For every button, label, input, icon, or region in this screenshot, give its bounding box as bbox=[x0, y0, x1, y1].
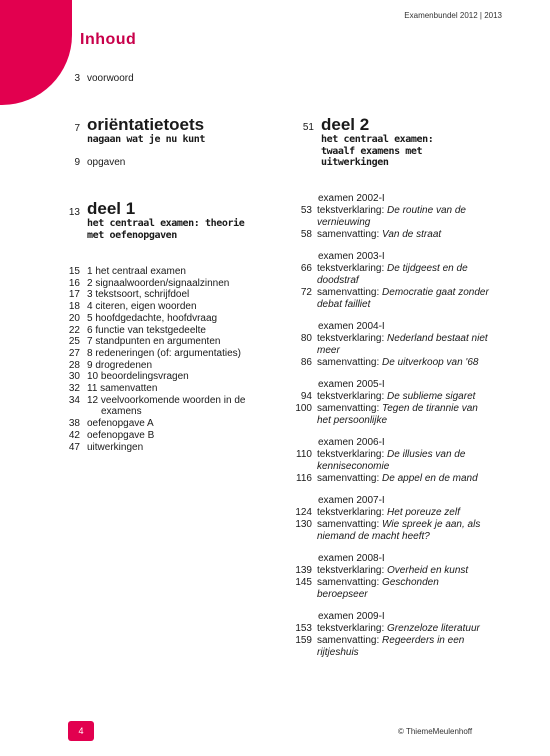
section-subtitle: met oefenopgaven bbox=[87, 229, 177, 241]
page-number: 7 bbox=[74, 123, 80, 134]
entry-label: 8 redeneringen (of: argumentaties) bbox=[87, 347, 241, 359]
page-number: 27 bbox=[68, 347, 80, 359]
entry-title: Het poreuze zelf bbox=[387, 507, 460, 518]
exam-heading: examen 2003-I bbox=[318, 251, 385, 262]
exam-heading: examen 2009-I bbox=[318, 611, 385, 622]
toc-item[interactable] bbox=[288, 635, 528, 659]
page-number: 28 bbox=[68, 359, 80, 371]
toc-item[interactable] bbox=[288, 507, 528, 519]
entry-type: samenvatting: bbox=[317, 287, 383, 298]
entry-type: samenvatting: bbox=[317, 635, 383, 646]
toc-item[interactable] bbox=[54, 348, 245, 360]
toc-item[interactable] bbox=[54, 442, 245, 454]
page-number: 86 bbox=[300, 357, 312, 368]
page-number: 72 bbox=[300, 287, 312, 298]
toc-item[interactable] bbox=[54, 383, 245, 395]
exam-block bbox=[288, 553, 528, 601]
toc-opgaven[interactable] bbox=[54, 157, 125, 169]
entry-type: tekstverklaring: bbox=[317, 391, 388, 402]
section-subtitle: uitwerkingen bbox=[321, 157, 389, 168]
entry-label: oefenopgave B bbox=[87, 429, 155, 441]
page-number: 80 bbox=[300, 333, 312, 344]
page-title: Inhoud bbox=[80, 31, 137, 48]
toc-deel2[interactable] bbox=[290, 116, 433, 169]
entry-type: tekstverklaring: bbox=[317, 623, 388, 634]
deel2-exam-list bbox=[288, 193, 528, 669]
exam-block bbox=[288, 251, 528, 311]
entry-type: tekstverklaring: bbox=[317, 263, 388, 274]
deel1-list bbox=[54, 266, 245, 453]
running-head: Examenbundel 2012 | 2013 bbox=[404, 11, 502, 20]
page-number: 53 bbox=[300, 205, 312, 216]
corner-decoration bbox=[0, 0, 72, 105]
page-number: 42 bbox=[68, 429, 80, 441]
section-subtitle: het centraal examen: bbox=[321, 134, 434, 145]
toc-item[interactable] bbox=[54, 336, 245, 348]
section-subtitle: nagaan wat je nu kunt bbox=[87, 134, 206, 145]
copyright: © ThiemeMeulenhoff bbox=[398, 727, 473, 736]
entry-title-cont: meer bbox=[317, 345, 340, 356]
section-title: oriëntatietoets bbox=[87, 115, 205, 134]
toc-item[interactable] bbox=[288, 623, 528, 635]
exam-block bbox=[288, 437, 528, 485]
toc-item[interactable] bbox=[288, 473, 528, 485]
exam-heading: examen 2006-I bbox=[318, 437, 385, 448]
entry-title: De routine van de bbox=[387, 205, 466, 216]
page-number: 17 bbox=[68, 289, 80, 301]
entry-label: 2 signaalwoorden/signaalzinnen bbox=[87, 277, 230, 289]
page-number: 20 bbox=[68, 312, 80, 324]
entry-title-cont: beroepseer bbox=[317, 589, 368, 600]
page-number: 25 bbox=[68, 336, 80, 348]
entry-type: tekstverklaring: bbox=[317, 507, 388, 518]
page-number: 18 bbox=[68, 301, 80, 313]
entry-label: examens bbox=[101, 406, 142, 418]
entry-title-cont: vernieuwing bbox=[317, 217, 371, 228]
toc-item[interactable] bbox=[288, 333, 528, 357]
page-number: 153 bbox=[295, 623, 312, 634]
toc-item[interactable] bbox=[288, 263, 528, 287]
entry-type: samenvatting: bbox=[317, 473, 383, 484]
exam-block bbox=[288, 495, 528, 543]
toc-item[interactable] bbox=[288, 403, 528, 427]
toc-item[interactable] bbox=[288, 577, 528, 601]
page-number: 13 bbox=[68, 207, 80, 218]
entry-title-cont: rijtjeshuis bbox=[317, 647, 359, 658]
exam-block bbox=[288, 611, 528, 659]
toc-item[interactable] bbox=[288, 205, 528, 229]
exam-heading: examen 2002-I bbox=[318, 193, 385, 204]
entry-label: voorwoord bbox=[87, 73, 134, 84]
toc-item[interactable] bbox=[54, 325, 245, 337]
page-number: 47 bbox=[68, 441, 80, 453]
toc-voorwoord[interactable] bbox=[54, 73, 134, 85]
entry-title-cont: debat failliet bbox=[317, 299, 371, 310]
toc-item[interactable] bbox=[54, 266, 245, 278]
entry-title: De uitverkoop van '68 bbox=[382, 357, 479, 368]
toc-item[interactable] bbox=[288, 519, 528, 543]
toc-item[interactable] bbox=[288, 449, 528, 473]
toc-item[interactable] bbox=[288, 229, 528, 241]
toc-item[interactable] bbox=[54, 278, 245, 290]
page-number: 159 bbox=[295, 635, 312, 646]
entry-type: tekstverklaring: bbox=[317, 565, 388, 576]
entry-type: samenvatting: bbox=[317, 357, 383, 368]
exam-heading: examen 2004-I bbox=[318, 321, 385, 332]
section-subtitle: twaalf examens met bbox=[321, 145, 423, 157]
entry-label: 4 citeren, eigen woorden bbox=[87, 301, 197, 313]
exam-heading: examen 2005-I bbox=[318, 379, 385, 390]
entry-title: Regeerders in een bbox=[382, 635, 465, 646]
toc-item[interactable] bbox=[54, 360, 245, 372]
entry-title: De illusies van de bbox=[387, 449, 466, 460]
toc-item[interactable] bbox=[288, 357, 528, 369]
entry-title: Wie spreek je aan, als bbox=[382, 519, 481, 530]
page-number: 100 bbox=[295, 403, 312, 414]
page-number: 22 bbox=[68, 324, 80, 336]
toc-item[interactable] bbox=[54, 289, 245, 301]
entry-title-cont: doodstraf bbox=[317, 275, 359, 286]
toc-item-continuation bbox=[54, 406, 245, 418]
page-number: 9 bbox=[74, 157, 80, 168]
exam-block bbox=[288, 379, 528, 427]
entry-label: uitwerkingen bbox=[87, 441, 144, 453]
toc-item[interactable] bbox=[288, 287, 528, 311]
page-number: 145 bbox=[295, 577, 312, 588]
entry-type: samenvatting: bbox=[317, 229, 383, 240]
page-number-tab: 4 bbox=[68, 721, 94, 741]
entry-type: tekstverklaring: bbox=[317, 333, 388, 344]
entry-type: samenvatting: bbox=[317, 577, 383, 588]
page-number: 110 bbox=[296, 449, 312, 460]
entry-label: opgaven bbox=[87, 157, 126, 168]
entry-label: 3 tekstsoort, schrijfdoel bbox=[87, 289, 190, 301]
entry-label: 10 beoordelingsvragen bbox=[87, 371, 189, 383]
entry-label: oefenopgave A bbox=[87, 418, 154, 430]
page-number: 38 bbox=[68, 418, 80, 430]
entry-label: 7 standpunten en argumenten bbox=[87, 336, 221, 348]
toc-item[interactable] bbox=[288, 391, 528, 403]
entry-label: 6 functie van tekstgedeelte bbox=[87, 324, 206, 336]
entry-type: tekstverklaring: bbox=[317, 449, 388, 460]
page-number: 16 bbox=[68, 277, 80, 289]
toc-item[interactable] bbox=[54, 301, 245, 313]
exam-heading: examen 2008-I bbox=[318, 553, 385, 564]
entry-label: 9 drogredenen bbox=[87, 359, 153, 371]
entry-title: Nederland bestaat niet bbox=[387, 333, 488, 344]
page-number: 66 bbox=[300, 263, 312, 274]
entry-title: De tijdgeest en de bbox=[387, 263, 468, 274]
entry-title: Democratie gaat zonder bbox=[382, 287, 489, 298]
section-subtitle: het centraal examen: theorie bbox=[87, 218, 245, 229]
page-number: 124 bbox=[295, 507, 312, 518]
entry-label: 1 het centraal examen bbox=[87, 266, 186, 277]
entry-title: De appel en de mand bbox=[382, 473, 478, 484]
entry-type: samenvatting: bbox=[317, 403, 383, 414]
entry-title: Van de straat bbox=[382, 229, 442, 240]
page-number: 58 bbox=[300, 229, 312, 240]
toc-item[interactable] bbox=[288, 565, 528, 577]
entry-title: Grenzeloze literatuur bbox=[387, 623, 480, 634]
entry-type: samenvatting: bbox=[317, 519, 383, 530]
toc-item[interactable] bbox=[54, 430, 245, 442]
toc-item[interactable] bbox=[54, 395, 245, 407]
page-number: 130 bbox=[295, 519, 312, 530]
exam-heading: examen 2007-I bbox=[318, 495, 385, 506]
entry-title: Tegen de tirannie van bbox=[382, 403, 478, 414]
entry-label: 12 veelvoorkomende woorden in de bbox=[87, 394, 246, 406]
page-number: 15 bbox=[68, 266, 80, 277]
toc-orientatietoets[interactable] bbox=[54, 116, 205, 146]
toc-item[interactable] bbox=[54, 313, 245, 325]
section-title: deel 2 bbox=[321, 115, 370, 134]
page-number: 51 bbox=[302, 122, 314, 133]
toc-deel1[interactable] bbox=[54, 200, 244, 241]
entry-title-cont: het persoonlijke bbox=[317, 415, 388, 426]
exam-block bbox=[288, 321, 528, 369]
entry-title: De sublieme sigaret bbox=[387, 391, 476, 402]
page-number: 34 bbox=[68, 394, 80, 406]
page-number: 3 bbox=[74, 73, 80, 84]
entry-label: 5 hoofdgedachte, hoofdvraag bbox=[87, 312, 218, 324]
entry-title: Overheid en kunst bbox=[387, 565, 469, 576]
entry-title-cont: niemand de macht heeft? bbox=[317, 531, 430, 542]
page-number bbox=[54, 406, 80, 418]
entry-title-cont: kenniseconomie bbox=[317, 461, 390, 472]
page-number: 139 bbox=[295, 565, 312, 576]
section-title: deel 1 bbox=[87, 199, 136, 218]
toc-item[interactable] bbox=[54, 371, 245, 383]
entry-title: Geschonden bbox=[382, 577, 439, 588]
exam-block bbox=[288, 193, 528, 241]
entry-type: tekstverklaring: bbox=[317, 205, 388, 216]
toc-item[interactable] bbox=[54, 418, 245, 430]
page-number: 116 bbox=[296, 473, 312, 484]
page-number: 94 bbox=[300, 391, 312, 402]
page-number: 30 bbox=[68, 371, 80, 383]
page-number: 32 bbox=[68, 383, 80, 395]
entry-label: 11 samenvatten bbox=[87, 383, 158, 395]
